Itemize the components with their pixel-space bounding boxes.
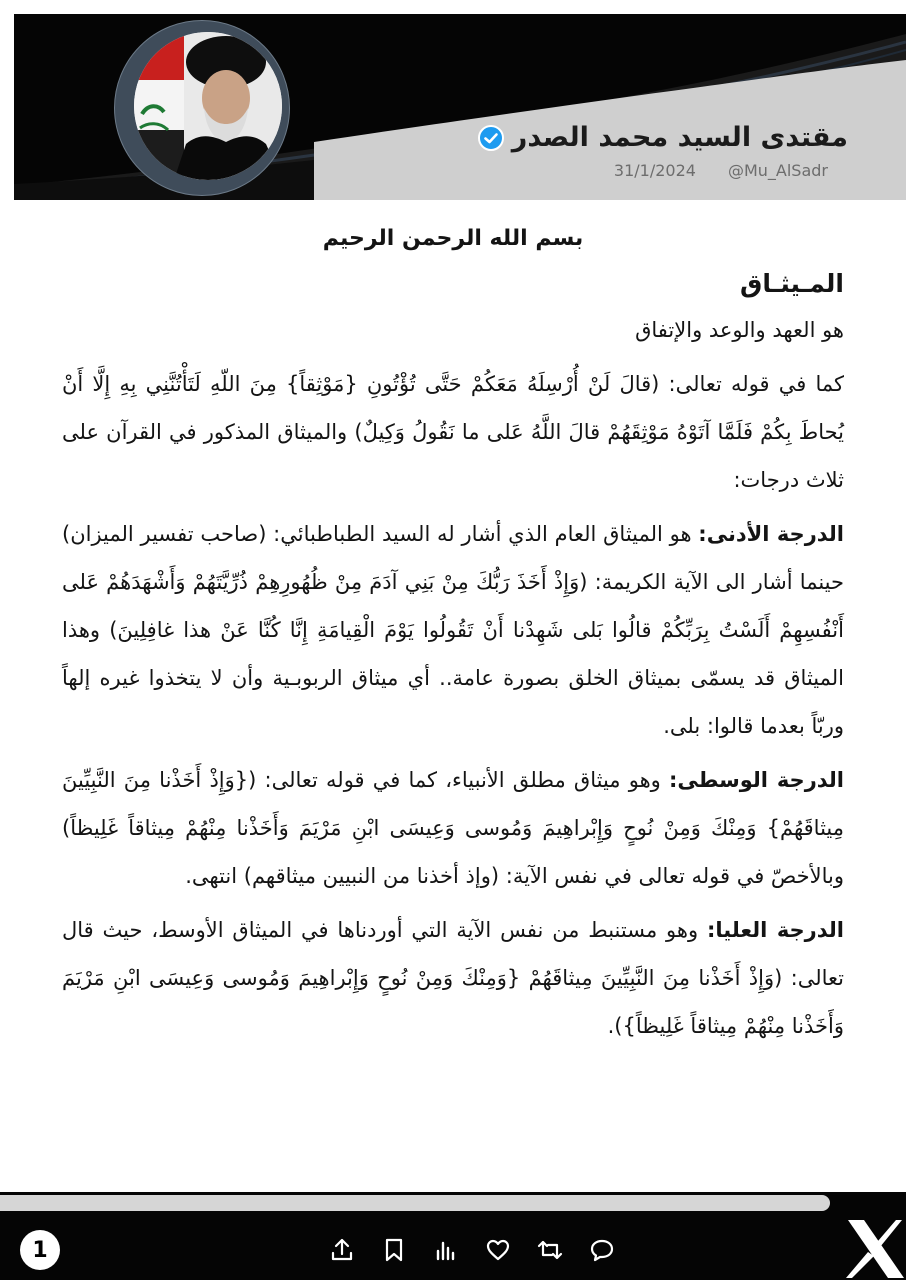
profile-meta — [614, 161, 828, 180]
retweet-icon — [537, 1237, 563, 1263]
avatar-portrait — [134, 32, 282, 180]
profile-name-row — [478, 122, 848, 153]
footer-divider — [0, 1195, 830, 1211]
avatar[interactable] — [134, 32, 282, 180]
share-button[interactable] — [326, 1234, 358, 1266]
post-body — [62, 226, 844, 1056]
profile-name[interactable]: مقتدى السيد محمد الصدر — [511, 122, 848, 153]
definition: هو العهد والوعد والإتفاق — [635, 318, 844, 342]
views-button[interactable] — [430, 1234, 462, 1266]
basmala: بسم الله الرحمن الرحيم — [322, 226, 584, 251]
views-icon — [433, 1237, 459, 1263]
bookmark-button[interactable] — [378, 1234, 410, 1266]
intro-paragraph: كما في قوله تعالى: (قالَ لَنْ أُرْسِلَهُ مَعَكُمْ حَتَّى تُؤْتُونِ {مَوْثِقاً} مِنَ اللّهِ لَتَأْتُنَّنِي بِهِ إِلَّا أَنْ يُحاطَ بِكُمْ فَلَمَّا آتَوْهُ مَوْثِقَهُمْ قالَ اللَّهُ عَلى ما نَقُولُ وَكِيلٌ) والميثاق المذكور في القرآن على ثلاث درجات: — [62, 372, 844, 492]
upper-degree-label: الدرجة العليا: — [706, 918, 844, 942]
like-icon — [485, 1237, 511, 1263]
action-bar — [326, 1234, 618, 1266]
bookmark-icon — [381, 1237, 407, 1263]
post-date: 31/1/2024 — [613, 161, 696, 180]
retweet-button[interactable] — [534, 1234, 566, 1266]
upper-degree-paragraph — [62, 906, 844, 1050]
page-number-badge: 1 — [20, 1230, 60, 1270]
share-icon — [329, 1237, 355, 1263]
like-button[interactable] — [482, 1234, 514, 1266]
middle-degree-paragraph — [62, 756, 844, 900]
middle-degree-text: وهو ميثاق مطلق الأنبياء، كما في قوله تعالى: ({وَإِذْ أَخَذْنا مِنَ النَّبِيِّينَ مِيثاقَهُمْ} وَمِنْكَ وَمِنْ نُوحٍ وَإِبْراهِيمَ وَمُوسى وَعِيسَى ابْنِ مَرْيَمَ وَأَخَذْنا مِنْهُمْ مِيثاقاً غَلِيظاً) وبالأخصّ في قوله تعالى في نفس الآية: (وإذ أخذنا من النبيين ميثاقهم) انتهى. — [62, 768, 844, 888]
middle-degree-label: الدرجة الوسطى: — [669, 768, 844, 792]
verified-badge-icon — [478, 125, 504, 151]
lower-degree-text: هو الميثاق العام الذي أشار له السيد الطباطبائي: (صاحب تفسير الميزان) حينما أشار الى الآية الكريمة: (وَإِذْ أَخَذَ رَبُّكَ مِنْ بَنِي آدَمَ مِنْ ظُهُورِهِمْ ذُرِّيَّتَهُمْ وَأَشْهَدَهُمْ عَلى أَنْفُسِهِمْ أَلَسْتُ بِرَبِّكُمْ قالُوا بَلى شَهِدْنا أَنْ تَقُولُوا يَوْمَ الْقِيامَةِ إِنَّا كُنَّا عَنْ هذا غافِلِينَ) وهذا الميثاق قد يسمّى بميثاق الخلق بصورة عامة.. أي ميثاق الربوبـية وأن لا يتخذوا غيره إلهاً وربّاً بعدما قالوا: بلى. — [62, 522, 844, 738]
lower-degree-label: الدرجة الأدنى: — [698, 522, 844, 546]
profile-handle[interactable]: @Mu_AlSadr — [727, 161, 828, 180]
post-title: المـيثـاق — [740, 269, 844, 298]
lower-degree-paragraph — [62, 510, 844, 750]
upper-degree-text: وهو مستنبط من نفس الآية التي أوردناها في الميثاق الأوسط، حيث قال تعالى: (وَإِذْ أَخَذْنا مِنَ النَّبِيِّينَ مِيثاقَهُمْ {وَمِنْكَ وَمِنْ نُوحٍ وَإِبْراهِيمَ وَمُوسى وَعِيسَى ابْنِ مَرْيَمَ وَأَخَذْنا مِنْهُمْ مِيثاقاً غَلِيظاً}). — [62, 918, 844, 1038]
reply-button[interactable] — [586, 1234, 618, 1266]
reply-icon — [589, 1237, 615, 1263]
x-logo-icon — [842, 1218, 906, 1280]
